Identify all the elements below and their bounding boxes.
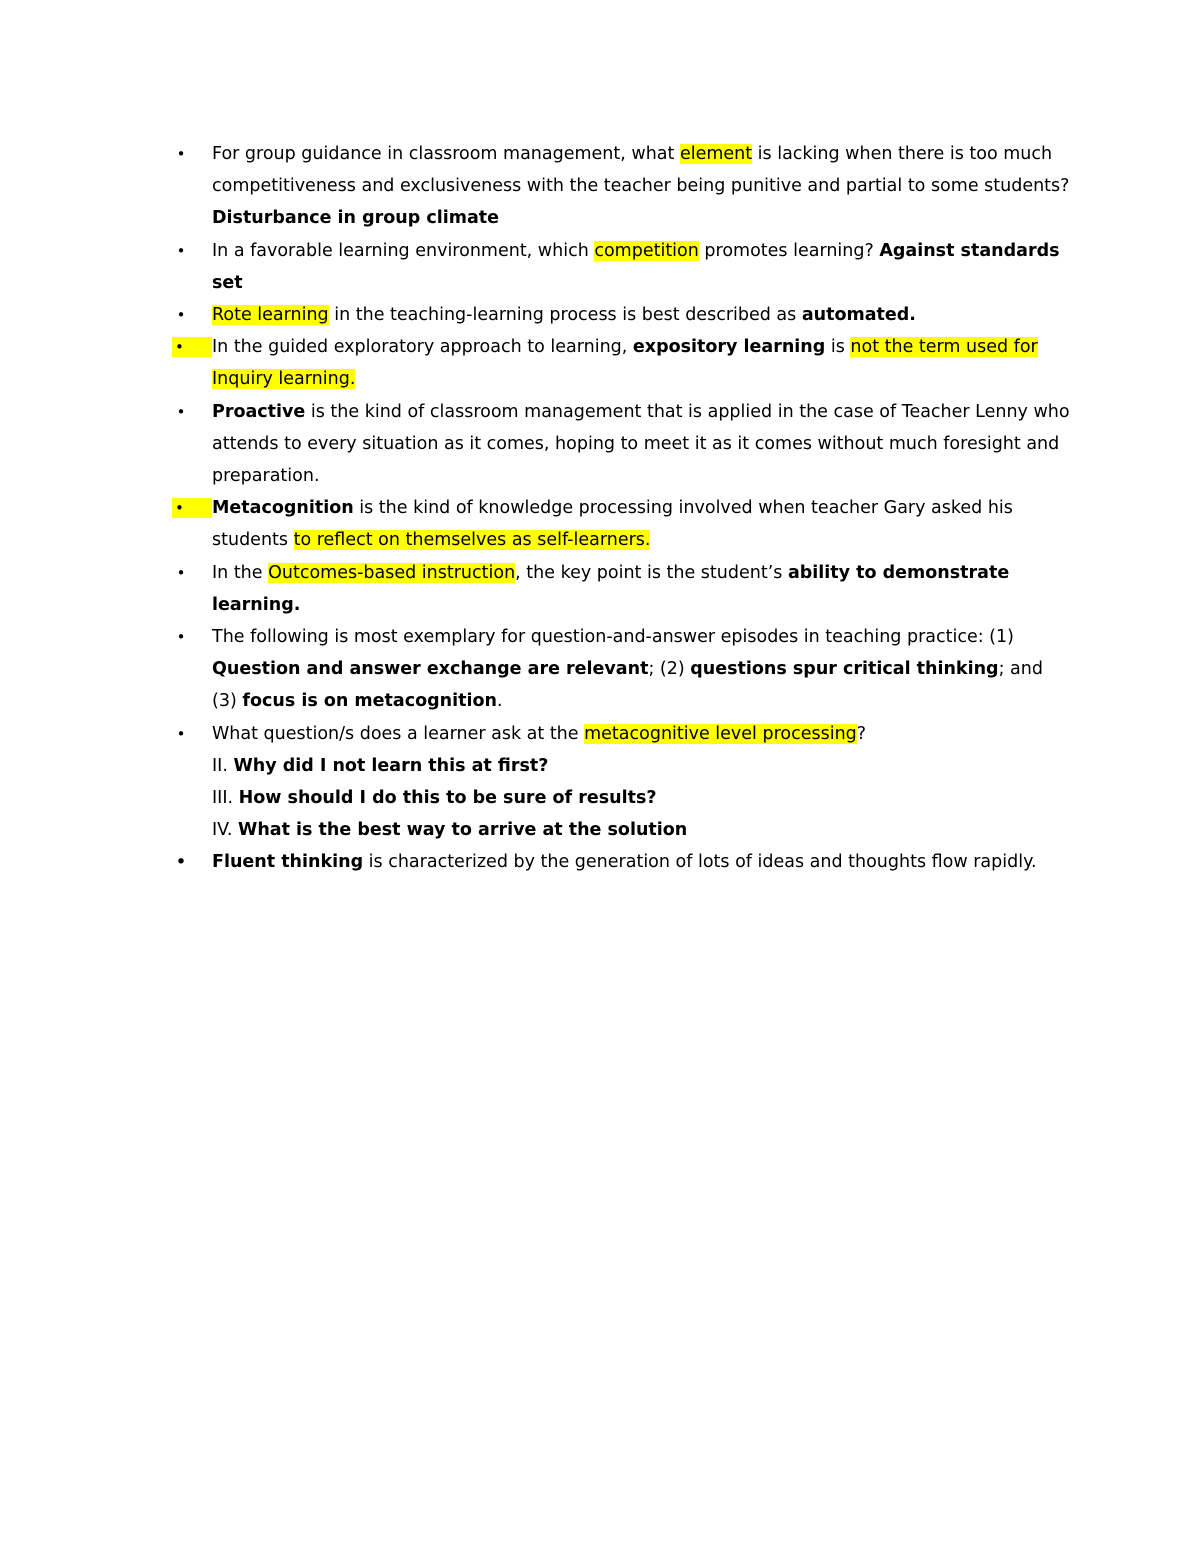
list-item — [172, 396, 1072, 493]
list-item — [172, 846, 1072, 878]
item-text: is characterized by the generation of lots of ideas and thoughts flow rapidly. — [363, 852, 1037, 873]
roman-numeral: IV. — [212, 820, 239, 841]
answer-text: Metacognition — [212, 498, 354, 519]
highlighted-term: metacognitive level processing — [584, 723, 857, 744]
item-text: ; and (3) — [212, 659, 1043, 712]
item-text: ; (2) — [648, 659, 691, 680]
roman-numeral: III. — [212, 788, 239, 809]
item-text: is the kind of classroom management that is applied in the case of Teacher Lenny who attends to every situation as it comes, hoping to meet it as it comes without much foresight and preparation. — [212, 401, 1070, 487]
item-text: What question/s does a learner ask at the — [212, 723, 585, 744]
bullet-icon: • — [172, 498, 212, 518]
bullet-icon: • — [176, 628, 186, 647]
answer-text: focus is on metacognition — [242, 691, 497, 712]
bullet-icon: • — [172, 337, 212, 357]
answer-text: Fluent thinking — [212, 852, 364, 873]
list-item — [172, 331, 1072, 395]
highlighted-term: not the term used for Inquiry learning. — [212, 337, 1038, 390]
item-text: , the key point is the student’s — [515, 562, 788, 583]
answer-text: ability to demonstrate learning. — [212, 562, 1010, 615]
highlighted-term: to reflect on themselves as self-learners. — [293, 530, 651, 551]
list-item — [172, 235, 1072, 299]
list-item — [172, 299, 1072, 331]
item-text: is the kind of knowledge processing involved when teacher Gary asked his students — [212, 498, 1013, 551]
item-text: In a favorable learning environment, which — [212, 240, 595, 261]
bullet-icon: • — [176, 724, 186, 743]
answer-text: expository learning — [632, 337, 826, 358]
item-text: is — [825, 337, 851, 358]
answer-text: How should I do this to be sure of results? — [238, 788, 657, 809]
answer-text: Disturbance in group climate — [212, 208, 499, 229]
highlighted-term: Outcomes-based instruction — [268, 562, 516, 583]
highlighted-term: competition — [594, 240, 699, 261]
answer-text: questions spur critical thinking — [690, 659, 999, 680]
answer-text: What is the best way to arrive at the solution — [238, 820, 688, 841]
bullet-icon: • — [176, 402, 186, 421]
list-item — [172, 621, 1072, 718]
answer-text: Question and answer exchange are relevant — [212, 659, 649, 680]
item-text: is lacking when there is too much competitiveness and exclusiveness with the teacher being punitive and partial to some students? — [212, 144, 1070, 197]
list-item — [172, 492, 1072, 556]
bullet-icon: • — [176, 563, 186, 582]
bullet-icon: • — [176, 241, 186, 260]
bullet-icon: • — [176, 306, 186, 325]
highlighted-term: Rote learning — [212, 305, 329, 326]
roman-numeral: II. — [212, 755, 234, 776]
bullet-icon: • — [175, 851, 187, 874]
list-item — [172, 718, 1072, 847]
item-text: promotes learning? — [698, 240, 880, 261]
sub-item — [212, 814, 1072, 846]
item-text: in the teaching-learning process is best described as — [328, 305, 802, 326]
answer-text: Proactive — [212, 401, 306, 422]
answer-text: automated. — [801, 305, 916, 326]
list-item — [172, 557, 1072, 621]
item-text: For group guidance in classroom management, what — [212, 144, 680, 164]
sub-item — [212, 782, 1072, 814]
list-item — [172, 138, 1072, 235]
item-text: In the guided exploratory approach to learning, — [212, 337, 633, 358]
bullet-icon: • — [176, 145, 186, 163]
answer-text: Why did I not learn this at first? — [233, 755, 549, 776]
item-text: ? — [856, 723, 867, 744]
question-list — [172, 138, 1072, 879]
sub-item — [212, 750, 1072, 782]
highlighted-term: element — [679, 144, 753, 164]
item-text: In the — [212, 562, 269, 583]
item-text: The following is most exemplary for question-and-answer episodes in teaching practice: (1) — [212, 627, 1014, 648]
item-text: . — [496, 691, 503, 712]
answer-text: Against standards set — [212, 240, 1060, 293]
